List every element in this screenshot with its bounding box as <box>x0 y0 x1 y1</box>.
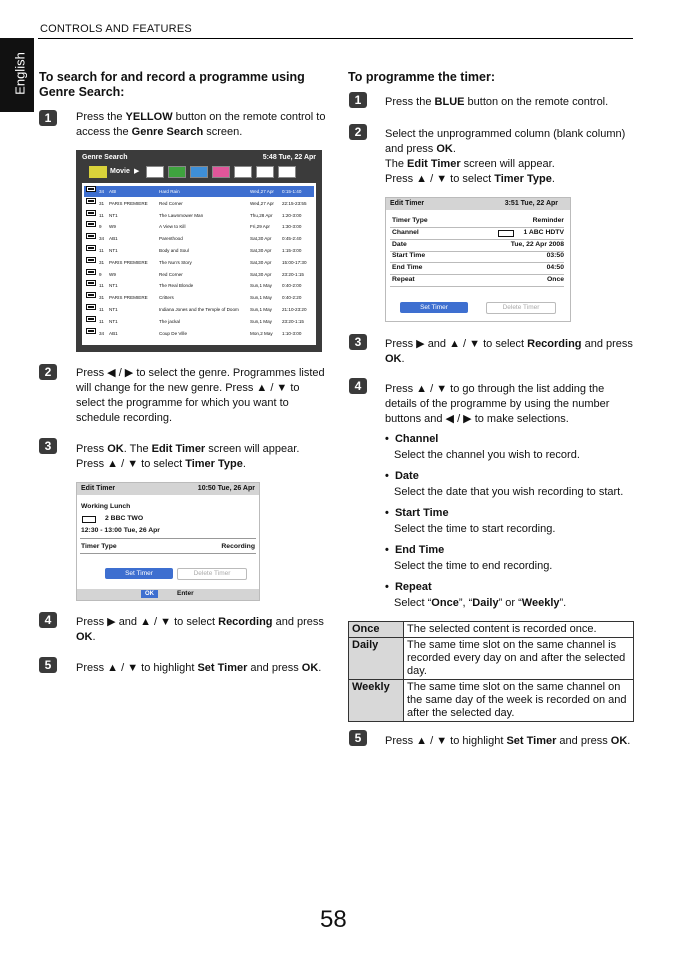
programme-time: 0:45-2:40 <box>282 236 302 242</box>
repeat-option-description: The same time slot on the same channel on the same day of the week is recorded on and after the selected day. <box>404 680 634 722</box>
programme-title: The jackal <box>159 318 180 324</box>
channel-number: 34 <box>99 330 105 336</box>
right-step-3-text: Press ▶ and ▲ / ▼ to select Recording and press OK. <box>385 338 633 365</box>
set-timer-button[interactable]: Set Timer <box>105 568 173 579</box>
right-step-1-text: Press the BLUE button on the remote control. <box>385 96 609 108</box>
programme-title: Parenthood <box>159 236 183 242</box>
header-divider <box>38 38 633 39</box>
field-value[interactable]: 1 ABC HDTV <box>523 228 564 236</box>
right-step-5-number: 5 <box>349 730 367 746</box>
field-value[interactable]: Once <box>547 276 564 283</box>
station-name: AB1 <box>109 236 118 242</box>
right-step-1-number: 1 <box>349 92 367 108</box>
tv-channel-icon <box>86 257 96 263</box>
movie-genre-icon[interactable] <box>89 166 107 178</box>
programme-title: Critters <box>159 295 174 301</box>
repeat-option-description: The same time slot on the same channel is recorded every day on and after the selected day. <box>404 638 634 680</box>
dialog-divider <box>80 538 256 539</box>
programme-title: Indiana Jones and the Temple of Doom <box>159 307 239 312</box>
programme-date: Wed,27 Apr <box>250 200 274 206</box>
table-row[interactable] <box>84 292 314 303</box>
repeat-option-name: Weekly <box>349 680 404 722</box>
right-step-4-text: Press ▲ / ▼ to go through the list adding the details of the programme by using the number buttons and ◀ / ▶ to make selections. <box>385 383 610 425</box>
set-timer-button[interactable]: Set Timer <box>400 302 468 313</box>
edit-timer-right-title: Edit Timer <box>390 200 425 207</box>
tv-channel-icon <box>86 221 96 227</box>
programme-time: 22:15-23:55 <box>282 200 307 206</box>
tv-channel-icon <box>86 328 96 334</box>
bullet-description: Select the time to end recording. <box>394 560 553 572</box>
news-genre-icon[interactable] <box>234 166 252 178</box>
tv-channel-icon <box>86 245 96 251</box>
table-row[interactable] <box>84 257 314 268</box>
programme-date: Sat,30 Apr <box>250 236 272 242</box>
repeat-option-name: Once <box>349 622 404 638</box>
field-value[interactable]: Reminder <box>532 217 564 224</box>
channel-number: 9 <box>99 224 102 230</box>
left-step-5-number: 5 <box>39 657 57 673</box>
section-title: CONTROLS AND FEATURES <box>40 23 192 35</box>
edit-timer-right-datetime: 3:51 Tue, 22 Apr <box>504 200 558 207</box>
right-step-4-number: 4 <box>349 378 367 394</box>
programme-slot: 12:30 - 13:00 Tue, 26 Apr <box>81 527 160 534</box>
repeat-option-name: Daily <box>349 638 404 680</box>
programme-date: Fri,29 Apr <box>250 224 270 230</box>
timer-type-label: Timer Type <box>81 543 117 550</box>
station-name: ABI <box>109 189 117 194</box>
channel-number: 9 <box>99 271 102 277</box>
table-row[interactable] <box>84 233 314 244</box>
table-row <box>349 622 634 638</box>
kids-genre-icon[interactable] <box>212 166 230 178</box>
ok-key-icon: OK <box>141 590 158 598</box>
dialog-divider <box>390 274 564 275</box>
genre-search-screen <box>76 150 322 352</box>
programme-date: Thu,28 Apr <box>250 212 273 218</box>
field-label: Timer Type <box>392 217 428 224</box>
bullet-term: • Channel <box>385 433 439 445</box>
field-value[interactable]: Tue, 22 Apr 2008 <box>510 240 564 248</box>
programme-name: Working Lunch <box>81 503 131 510</box>
channel-number: 31 <box>99 259 105 265</box>
genre-label: Movie <box>110 168 130 175</box>
genre-programme-list <box>82 183 316 345</box>
table-row[interactable] <box>84 198 314 209</box>
field-label: Start Time <box>392 252 426 260</box>
table-row[interactable] <box>84 186 314 197</box>
tv-channel-icon <box>86 316 96 322</box>
tv-channel-icon <box>86 292 96 298</box>
language-label: English <box>12 52 28 95</box>
tv-channel-icon <box>86 280 96 286</box>
programme-time: 23:20-1:15 <box>282 271 304 277</box>
edit-timer-left-header <box>77 483 259 495</box>
table-row[interactable] <box>84 210 314 221</box>
programme-title: A View to Kill <box>159 224 186 230</box>
edit-timer-right-header <box>386 198 570 210</box>
bullet-description: Select the time to start recording. <box>394 523 556 535</box>
edit-timer-screen-right <box>385 197 571 322</box>
field-value[interactable]: 03:50 <box>546 252 564 260</box>
programme-date: Sun,1 May <box>250 283 272 289</box>
bullet-description: Select “Once”, “Daily” or “Weekly”. <box>394 597 567 609</box>
left-step-3-number: 3 <box>39 438 57 454</box>
channel-number: 34 <box>99 236 105 242</box>
tv-channel-icon <box>498 230 514 237</box>
programme-title: The Nun's Story <box>159 259 192 265</box>
page-number: 58 <box>320 906 347 933</box>
tv-channel-icon <box>86 210 96 216</box>
programme-date: Sat,30 Apr <box>250 259 272 265</box>
repeat-option-description: The selected content is recorded once. <box>404 622 634 638</box>
station-name: NT1 <box>109 307 118 312</box>
station-name: PARIS PREMIERE <box>109 259 148 265</box>
left-step-2-text: Press ◀ / ▶ to select the genre. Programmes listed will change for the new genre. Press ▲ / ▼ to select the programme for which you want to schedule recording. <box>76 367 325 424</box>
other-genre-icon[interactable] <box>278 166 296 178</box>
dialog-divider <box>390 286 564 287</box>
programme-time: 1:20-3:00 <box>282 212 302 218</box>
programme-time: 0:40-2:00 <box>282 283 302 289</box>
table-row[interactable] <box>84 328 314 339</box>
programme-date: Sun,1 May <box>250 307 272 312</box>
programme-time: 1:10-3:00 <box>282 330 302 336</box>
genre-next-arrow-icon[interactable]: ▶ <box>134 168 140 175</box>
table-row[interactable] <box>84 280 314 291</box>
channel-name: 2 BBC TWO <box>105 515 144 522</box>
left-heading: To search for and record a programme using Genre Search: <box>39 70 305 99</box>
station-name: W9 <box>109 224 116 230</box>
right-heading: To programme the timer: <box>348 70 496 84</box>
left-step-1-text: Press the YELLOW button on the remote control to access the Genre Search screen. <box>76 111 326 138</box>
left-step-4-number: 4 <box>39 612 57 628</box>
bullet-term: • Date <box>385 470 419 482</box>
enter-label: Enter <box>177 590 194 597</box>
channel-number: 11 <box>99 283 104 289</box>
table-row <box>349 638 634 680</box>
programme-time: 0:15-1:40 <box>282 189 302 194</box>
table-row[interactable] <box>84 245 314 256</box>
timer-type-value[interactable]: Recording <box>221 543 255 550</box>
channel-number: 11 <box>99 318 104 324</box>
station-name: AB1 <box>109 330 118 336</box>
field-value[interactable]: 04:50 <box>546 264 564 272</box>
genre-search-datetime: 5:48 Tue, 22 Apr <box>262 154 316 161</box>
tv-channel-icon <box>86 233 96 239</box>
station-name: PARIS PREMIERE <box>109 295 148 301</box>
channel-number: 34 <box>99 189 105 194</box>
table-row[interactable] <box>84 269 314 280</box>
programme-time: 1:30-3:00 <box>282 224 302 230</box>
channel-number: 11 <box>99 248 104 253</box>
left-step-5-text: Press ▲ / ▼ to highlight Set Timer and press OK. <box>76 662 322 674</box>
bullet-term: • Repeat <box>385 581 432 593</box>
tv-channel-icon <box>86 304 96 310</box>
programme-time: 0:40-2:20 <box>282 295 302 301</box>
dialog-footer <box>77 589 259 600</box>
delete-timer-button[interactable]: Delete Timer <box>177 568 247 580</box>
programme-title: Coup De Ville <box>159 330 188 336</box>
table-row <box>349 680 634 722</box>
channel-number: 11 <box>99 307 104 312</box>
dialog-divider <box>80 553 256 554</box>
genre-search-header <box>76 150 322 164</box>
programme-date: Wed,27 Apr <box>250 189 274 194</box>
programme-date: Sun,1 May <box>250 295 272 301</box>
tv-channel-icon <box>86 269 96 275</box>
programme-title: Red Corner <box>159 200 183 206</box>
edit-timer-left-title: Edit Timer <box>81 485 116 492</box>
programme-time: 21:10-23:20 <box>282 307 307 312</box>
series-genre-icon[interactable] <box>146 166 164 178</box>
table-row[interactable] <box>84 316 314 327</box>
programme-date: Sun,1 May <box>250 318 272 324</box>
bullet-term: • Start Time <box>385 507 449 519</box>
channel-number: 31 <box>99 295 105 301</box>
programme-title: The Lawnmower Man <box>159 212 204 218</box>
station-name: NT1 <box>109 283 118 289</box>
field-label: Channel <box>392 228 419 236</box>
field-label: Date <box>392 240 407 248</box>
programme-title: Hard Rain <box>159 189 180 194</box>
house-genre-icon[interactable] <box>256 166 274 178</box>
edit-timer-left-datetime: 10:50 Tue, 26 Apr <box>197 485 255 492</box>
right-step-5-text: Press ▲ / ▼ to highlight Set Timer and press OK. <box>385 735 631 747</box>
programme-title: The Real Blonde <box>159 283 194 289</box>
language-tab <box>0 38 34 112</box>
station-name: NT1 <box>109 212 118 218</box>
genre-search-title: Genre Search <box>82 154 128 161</box>
programme-time: 23:20-1:15 <box>282 318 304 324</box>
tv-channel-icon <box>86 198 96 204</box>
field-label: Repeat <box>392 276 415 283</box>
repeat-options-table <box>348 621 634 722</box>
sport-genre-icon[interactable] <box>168 166 186 178</box>
bullet-term: • End Time <box>385 544 445 556</box>
left-step-4-text: Press ▶ and ▲ / ▼ to select Recording and press OK. <box>76 616 324 643</box>
edit-timer-screen-left <box>76 482 260 601</box>
programme-date: Sat,30 Apr <box>250 248 272 253</box>
programme-title: Body and Soul <box>159 248 189 253</box>
table-row[interactable] <box>84 304 314 315</box>
field-label: End Time <box>392 264 423 272</box>
music-genre-icon[interactable] <box>190 166 208 178</box>
station-name: NT1 <box>109 248 118 253</box>
table-row[interactable] <box>84 221 314 232</box>
station-name: PARIS PREMIERE <box>109 200 148 206</box>
tv-channel-icon <box>82 516 96 523</box>
programme-time: 1:15-3:00 <box>282 248 302 253</box>
right-step-2-text: Select the unprogrammed column (blank column) and press OK. The Edit Timer screen will appear. Press ▲ / ▼ to select Timer Type. <box>385 128 626 185</box>
delete-timer-button[interactable]: Delete Timer <box>486 302 556 314</box>
programme-time: 15:00-17:30 <box>282 259 307 265</box>
right-step-2-number: 2 <box>349 124 367 140</box>
programme-date: Sat,30 Apr <box>250 271 272 277</box>
tv-channel-icon <box>86 186 96 192</box>
programme-date: Mon,2 May <box>250 330 273 336</box>
left-step-2-number: 2 <box>39 364 57 380</box>
station-name: NT1 <box>109 318 118 324</box>
channel-number: 31 <box>99 200 105 206</box>
station-name: W9 <box>109 271 116 277</box>
bullet-description: Select the date that you wish recording to start. <box>394 486 624 498</box>
bullet-description: Select the channel you wish to record. <box>394 449 580 461</box>
programme-title: Red Corner <box>159 271 183 277</box>
channel-number: 11 <box>99 212 104 218</box>
left-step-3-text: Press OK. The Edit Timer screen will appear. Press ▲ / ▼ to select Timer Type. <box>76 443 300 470</box>
left-step-1-number: 1 <box>39 110 57 126</box>
right-step-3-number: 3 <box>349 334 367 350</box>
